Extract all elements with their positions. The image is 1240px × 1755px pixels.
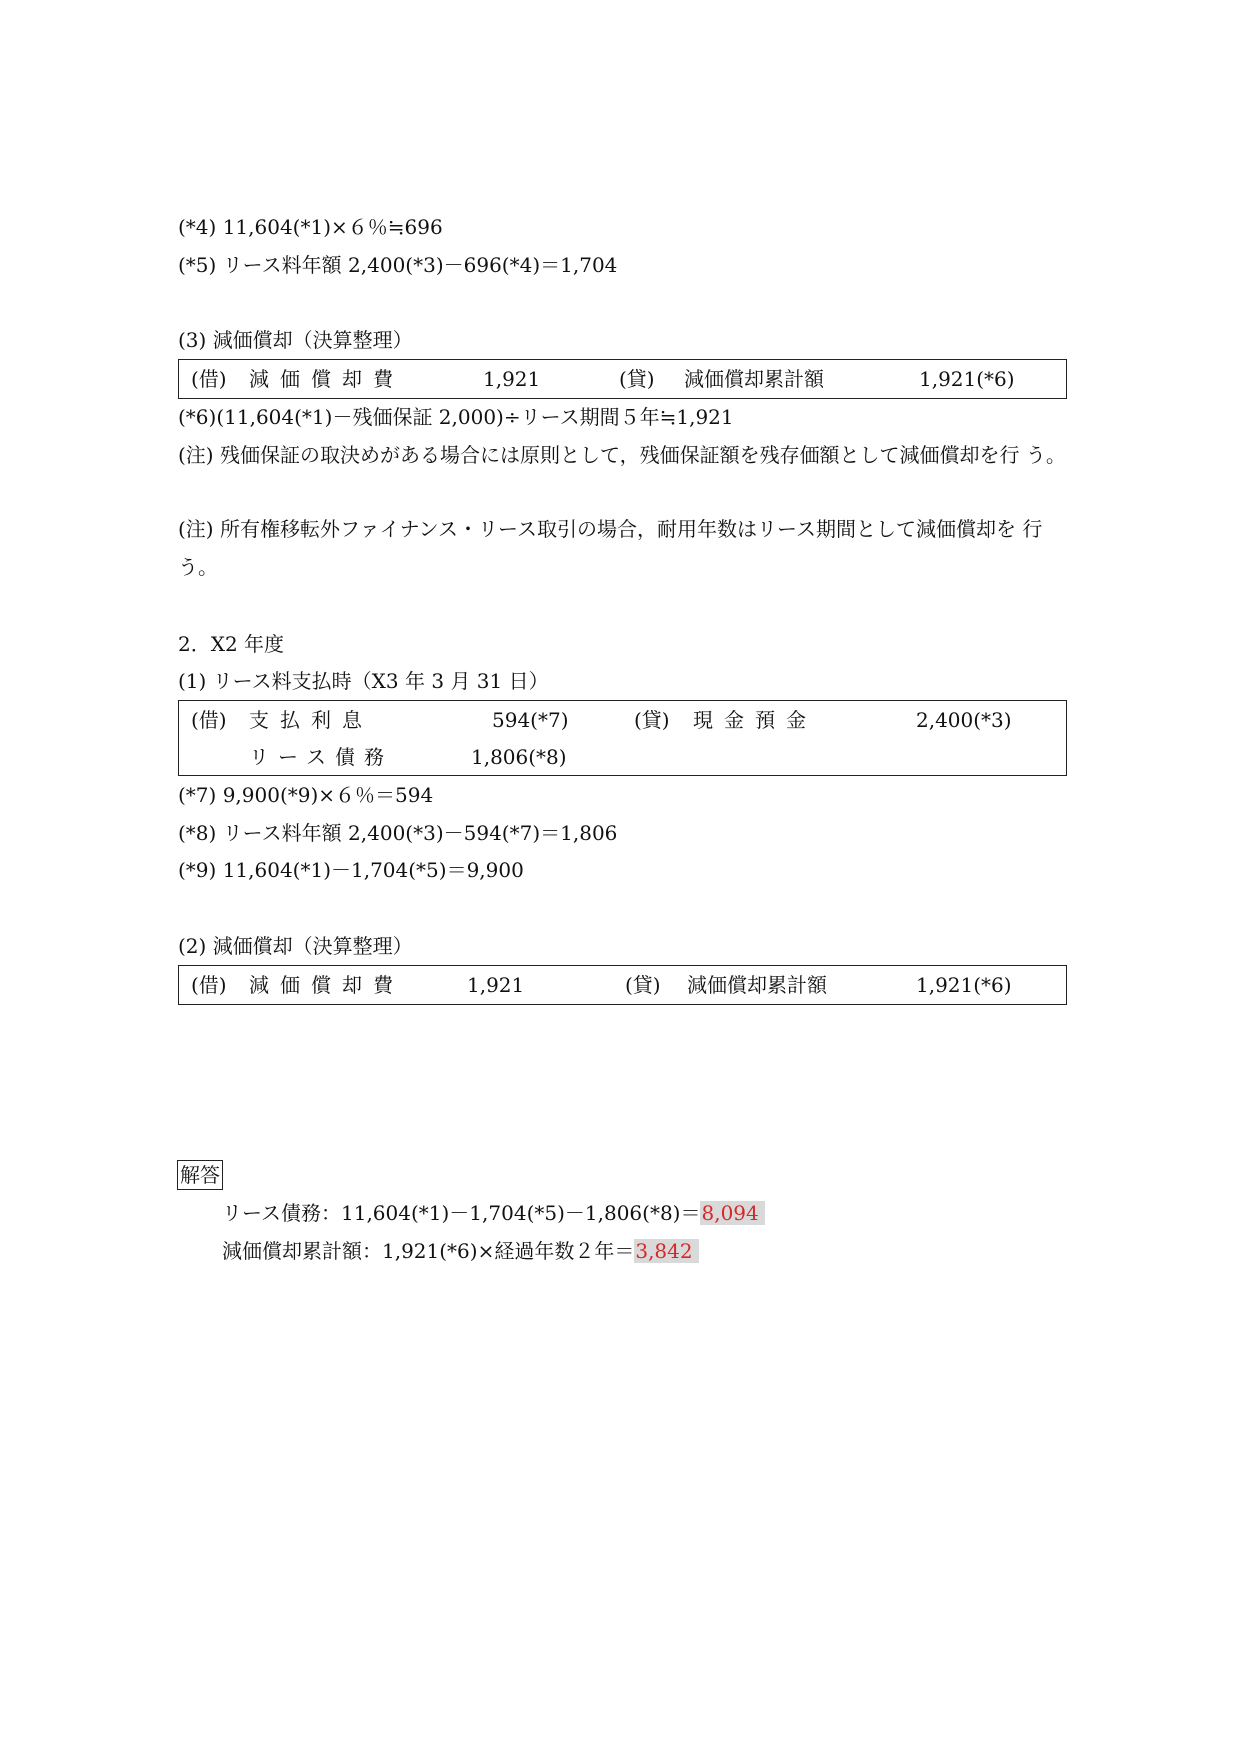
debit-amount-interest: 594(*7) bbox=[492, 708, 569, 732]
journal-entry-depreciation bbox=[178, 359, 1067, 399]
subsection-heading-depreciation: (2) 減価償却（決算整理） bbox=[178, 934, 413, 958]
subsection-heading-lease-payment: (1) リース料支払時（X3 年 3 月 31 日） bbox=[178, 669, 549, 693]
credit-tag: (貸) bbox=[634, 708, 670, 732]
remark-useful-life: (注) 所有権移転外ファイナンス・リース取引の場合，耐用年数はリース期間として減価償却を 行う。 bbox=[178, 517, 1043, 579]
debit-amount: 1,921 bbox=[483, 367, 541, 391]
debit-tag: (借) bbox=[191, 708, 227, 732]
note-7: (*7) 9,900(*9)×６％＝594 bbox=[178, 783, 434, 807]
credit-account: 現金預金 bbox=[693, 708, 817, 732]
credit-account: 減価償却累計額 bbox=[687, 973, 827, 997]
credit-tag: (貸) bbox=[619, 367, 655, 391]
debit-tag: (借) bbox=[191, 367, 227, 391]
section-heading-depreciation: (3) 減価償却（決算整理） bbox=[178, 328, 413, 352]
debit-account-interest: 支払利息 bbox=[249, 708, 373, 732]
note-5: (*5) リース料年額 2,400(*3)－696(*4)＝1,704 bbox=[178, 253, 618, 277]
credit-tag: (貸) bbox=[625, 973, 661, 997]
journal-entry-lease-payment bbox=[178, 700, 1067, 776]
answer-lease-liability-value: 8,094 bbox=[700, 1201, 764, 1225]
answer-tag: 解答 bbox=[177, 1160, 223, 1190]
debit-amount: 1,921 bbox=[467, 973, 525, 997]
debit-amount-lease-liability: 1,806(*8) bbox=[471, 745, 567, 769]
answer-lease-liability-formula: リース債務：11,604(*1)－1,704(*5)－1,806(*8)＝ bbox=[222, 1201, 701, 1225]
answer-accumulated-depreciation bbox=[222, 1237, 699, 1265]
journal-entry-depreciation-year2 bbox=[178, 965, 1067, 1005]
note-9: (*9) 11,604(*1)－1,704(*5)＝9,900 bbox=[178, 858, 524, 882]
section-heading-year2: 2．X2 年度 bbox=[178, 632, 285, 656]
debit-account-lease-liability: リース債務 bbox=[249, 745, 393, 769]
credit-amount: 1,921(*6) bbox=[919, 367, 1015, 391]
remark-residual-guarantee: (注) 残価保証の取決めがある場合には原則として，残価保証額を残存価額として減価償却を行 う。 bbox=[178, 443, 1066, 467]
note-8: (*8) リース料年額 2,400(*3)－594(*7)＝1,806 bbox=[178, 821, 618, 845]
debit-tag: (借) bbox=[191, 973, 227, 997]
note-4: (*4) 11,604(*1)×６％≒696 bbox=[178, 215, 443, 239]
credit-account: 減価償却累計額 bbox=[684, 367, 824, 391]
answer-lease-liability bbox=[222, 1199, 765, 1227]
note-6: (*6)(11,604(*1)－残価保証 2,000)÷リース期間５年≒1,921 bbox=[178, 405, 734, 429]
credit-amount: 1,921(*6) bbox=[916, 973, 1012, 997]
debit-account: 減価償却費 bbox=[249, 973, 404, 997]
debit-account: 減価償却費 bbox=[249, 367, 404, 391]
answer-accumulated-depreciation-value: 3,842 bbox=[634, 1239, 698, 1263]
answer-accumulated-depreciation-formula: 減価償却累計額：1,921(*6)×経過年数２年＝ bbox=[222, 1239, 635, 1263]
credit-amount: 2,400(*3) bbox=[916, 708, 1012, 732]
